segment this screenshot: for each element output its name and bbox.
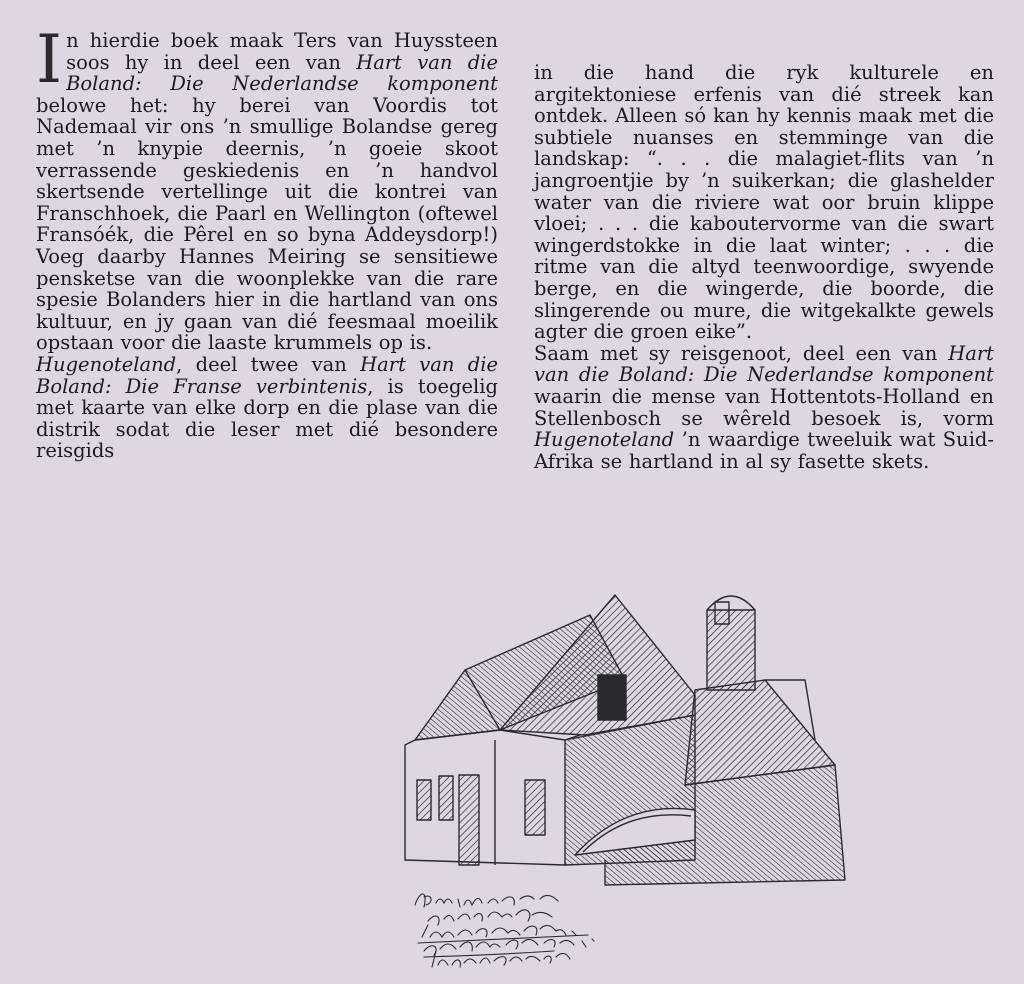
franse-title-italic: Hart van die Boland: Die Franse verbintenis [36, 352, 498, 398]
r2-text-a: Saam met sy reisgenoot, deel een van [534, 341, 949, 365]
house-sketch-icon [395, 590, 865, 890]
paragraph-hugenoteland [36, 354, 498, 462]
hugenoteland-italic: Hugenoteland [36, 352, 177, 376]
drop-cap: I [36, 21, 63, 98]
p2-text-b: , deel twee van [176, 352, 361, 376]
r2-text-e: ’n waardige tweeluik wat Suid-Afrika se hartland in al sy fasette skets. [534, 428, 994, 473]
r2-title-italic: Hart van die Boland: Die Nederlandse komponent [534, 341, 994, 387]
right-text-column [534, 62, 994, 472]
r2-hugenoteland-italic: Hugenoteland [534, 428, 675, 452]
intro-text-a: n hierdie boek maak Ters van Huyssteen soos hy in deel een van [66, 29, 498, 74]
book-title-italic: Hart van die Boland: Die Nederlandse komponent [66, 50, 498, 96]
handwritten-caption-icon [410, 885, 640, 975]
intro-text-c: belowe het: hy berei van Voordis tot Nademaal vir ons ’n smullige Bolandse gereg met ’n knypie deernis, ’n goeie skoot verrassende geskiedenis en ’n handvol skertsende vertellinge uit die kontrei van Franschhoek, die Paarl en Wellington (oftewel Fransóék, die Pêrel en so byna Addeysdorp!) Voeg daarby Hannes Meiring se sensitiewe pensketse van die woonplekke van die rare spesie Bolanders hier in die hartland van ons kultuur, en jy gaan van dié feesmaal moeilik opstaan voor die laaste krummels op is. [36, 93, 498, 355]
paragraph-intro [36, 21, 498, 355]
p2-text-d: , is toegelig met kaarte van elke dorp en die plase van die distrik sodat die leser met dié besondere reisgids [36, 374, 499, 463]
r2-text-c: waarin die mense van Hottentots-Holland en Stellenbosch se wêreld besoek is, vorm [534, 384, 994, 430]
paragraph-landscape: in die hand die ryk kulturele en argitektoniese erfenis van dié streek kan ontdek. Alleen só kan hy kennis maak met die subtiele nuanses en stemminge van die landskap: “. . . die malagiet-flits van ’n jangroentjie by ’n suikerkan; die glashelder water van die riviere wat oor bruin klippe vloei; . . . die kaboutervorme van die swart wingerdstokke in die laat winter; . . . die ritme van die altyd teenwoordige, swyende berge, en die wingerde, die boorde, die slingerende ou mure, die witgekalkte gewels agter die groen eike”. [534, 61, 994, 344]
left-text-column [36, 21, 499, 463]
paragraph-reisgenoot [534, 343, 994, 473]
